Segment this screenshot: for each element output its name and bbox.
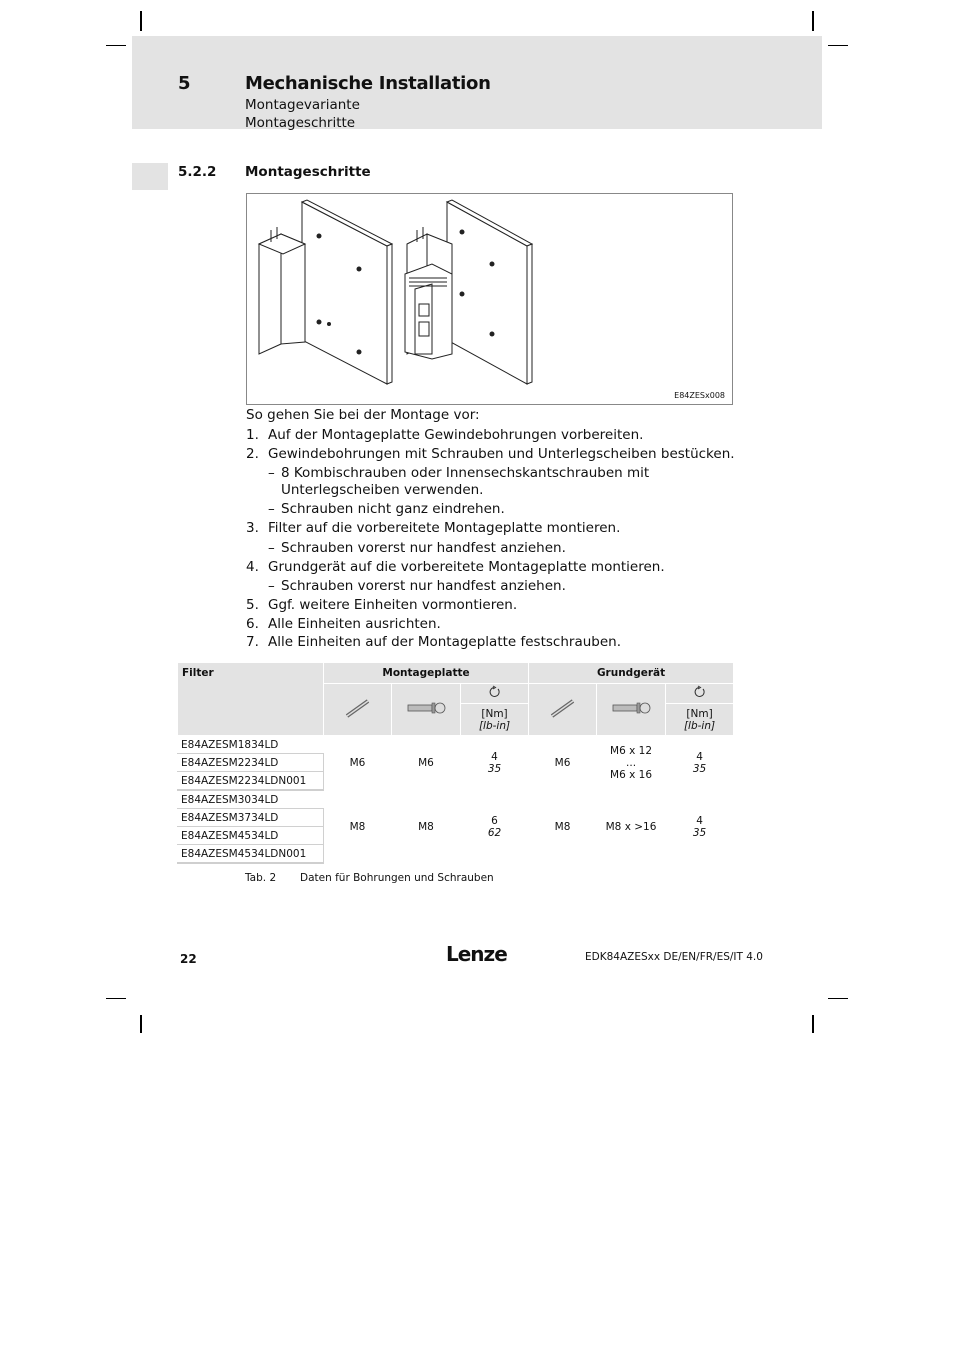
substep-text: 8 Kombischrauben oder Innensechskantschrauben mit — [281, 465, 650, 481]
step-number: 7. — [246, 634, 259, 650]
torque-lbin: 35 — [692, 762, 707, 775]
crop-mark — [812, 11, 814, 31]
step-number: 6. — [246, 616, 259, 632]
step-text: Alle Einheiten ausrichten. — [268, 616, 441, 632]
combi-screw-icon — [597, 684, 666, 736]
unit-lbin: [lb-in] — [478, 719, 511, 732]
torque-lbin: 35 — [692, 826, 707, 839]
header-grundgeraet: Grundgerät — [529, 663, 734, 684]
device-torque — [666, 736, 734, 791]
unit-nm: [Nm] — [481, 707, 508, 720]
crop-mark — [106, 45, 126, 46]
plate-torque — [461, 736, 529, 791]
mounting-illustration — [246, 193, 733, 405]
chapter-title: Mechanische Installation — [245, 73, 491, 94]
header-filter: Filter — [178, 663, 324, 736]
plate-thread: M6 — [324, 736, 392, 791]
step-text: Auf der Montageplatte Gewindebohrungen vorbereiten. — [268, 427, 644, 443]
mounting-drawing — [247, 194, 732, 404]
step-number: 1. — [246, 427, 259, 443]
figure-code: E84ZESx008 — [674, 391, 725, 400]
crop-mark — [828, 998, 848, 999]
filter-type: E84AZESM2234LDN001 — [178, 772, 324, 791]
filter-type: E84AZESM4534LD — [178, 827, 324, 845]
step-number: 4. — [246, 559, 259, 575]
filter-type: E84AZESM2234LD — [178, 754, 324, 772]
device-torque — [666, 790, 734, 863]
substep-text: Unterlegscheiben verwenden. — [281, 482, 484, 498]
torque-unit — [461, 704, 529, 736]
crop-mark — [140, 11, 142, 31]
bullet-dash: – — [268, 578, 275, 594]
filter-type: E84AZESM1834LD — [178, 736, 324, 754]
step-number: 5. — [246, 597, 259, 613]
chapter-number: 5 — [178, 73, 191, 94]
section-marker — [132, 163, 168, 190]
torque-lbin: 35 — [487, 762, 502, 775]
header-montageplatte: Montageplatte — [324, 663, 529, 684]
torque-nm: 6 — [491, 814, 498, 827]
torque-nm: 4 — [696, 814, 703, 827]
torque-lbin: 62 — [487, 826, 502, 839]
header-subtitle-2: Montageschritte — [245, 115, 356, 131]
threaded-rod-icon — [529, 684, 597, 736]
crop-mark — [106, 998, 126, 999]
document-id: EDK84AZESxx DE/EN/FR/ES/IT 4.0 — [585, 951, 763, 963]
brand-logo: Lenze — [446, 942, 507, 966]
substep-text: Schrauben vorerst nur handfest anziehen. — [281, 578, 566, 594]
combi-screw-icon — [392, 684, 461, 736]
device-screw: M8 x >16 — [597, 790, 666, 863]
section-title: Montageschritte — [245, 164, 371, 180]
device-thread: M6 — [529, 736, 597, 791]
screw-range-ellipsis: ... — [626, 756, 637, 769]
filter-type: E84AZESM4534LDN001 — [178, 845, 324, 864]
substep-text: Schrauben vorerst nur handfest anziehen. — [281, 540, 566, 556]
plate-torque — [461, 790, 529, 863]
crop-mark — [140, 1015, 142, 1033]
threaded-rod-icon — [324, 684, 392, 736]
screw-range-max: M6 x 16 — [610, 768, 653, 781]
device-screw — [597, 736, 666, 791]
device-thread: M8 — [529, 790, 597, 863]
torque-nm: 4 — [696, 750, 703, 763]
step-number: 3. — [246, 520, 259, 536]
plate-screw: M6 — [392, 736, 461, 791]
bullet-dash: – — [268, 501, 275, 517]
step-text: Ggf. weitere Einheiten vormontieren. — [268, 597, 518, 613]
step-text: Grundgerät auf die vorbereitete Montageplatte montieren. — [268, 559, 665, 575]
table-caption-text: Daten für Bohrungen und Schrauben — [300, 872, 494, 884]
step-text: Filter auf die vorbereitete Montageplatte montieren. — [268, 520, 621, 536]
step-text: Gewindebohrungen mit Schrauben und Unterlegscheiben bestücken. — [268, 446, 735, 462]
section-number: 5.2.2 — [178, 164, 217, 180]
torque-unit — [666, 704, 734, 736]
substep-text: Schrauben nicht ganz eindrehen. — [281, 501, 505, 517]
torque-icon — [461, 684, 529, 704]
torque-nm: 4 — [491, 750, 498, 763]
header-subtitle-1: Montagevariante — [245, 97, 360, 113]
plate-screw: M8 — [392, 790, 461, 863]
filter-type: E84AZESM3734LD — [178, 809, 324, 827]
bullet-dash: – — [268, 465, 275, 481]
page-number: 22 — [180, 952, 197, 966]
instructions-intro: So gehen Sie bei der Montage vor: — [246, 407, 480, 423]
table-caption-label: Tab. 2 — [245, 872, 277, 884]
torque-icon — [666, 684, 734, 704]
filter-type: E84AZESM3034LD — [178, 790, 324, 809]
step-number: 2. — [246, 446, 259, 462]
crop-mark — [828, 45, 848, 46]
plate-thread: M8 — [324, 790, 392, 863]
crop-mark — [812, 1015, 814, 1033]
unit-lbin: [lb-in] — [683, 719, 716, 732]
screw-range-min: M6 x 12 — [610, 744, 653, 757]
bullet-dash: – — [268, 540, 275, 556]
screw-data-table — [177, 662, 734, 864]
step-text: Alle Einheiten auf der Montageplatte festschrauben. — [268, 634, 621, 650]
unit-nm: [Nm] — [686, 707, 713, 720]
